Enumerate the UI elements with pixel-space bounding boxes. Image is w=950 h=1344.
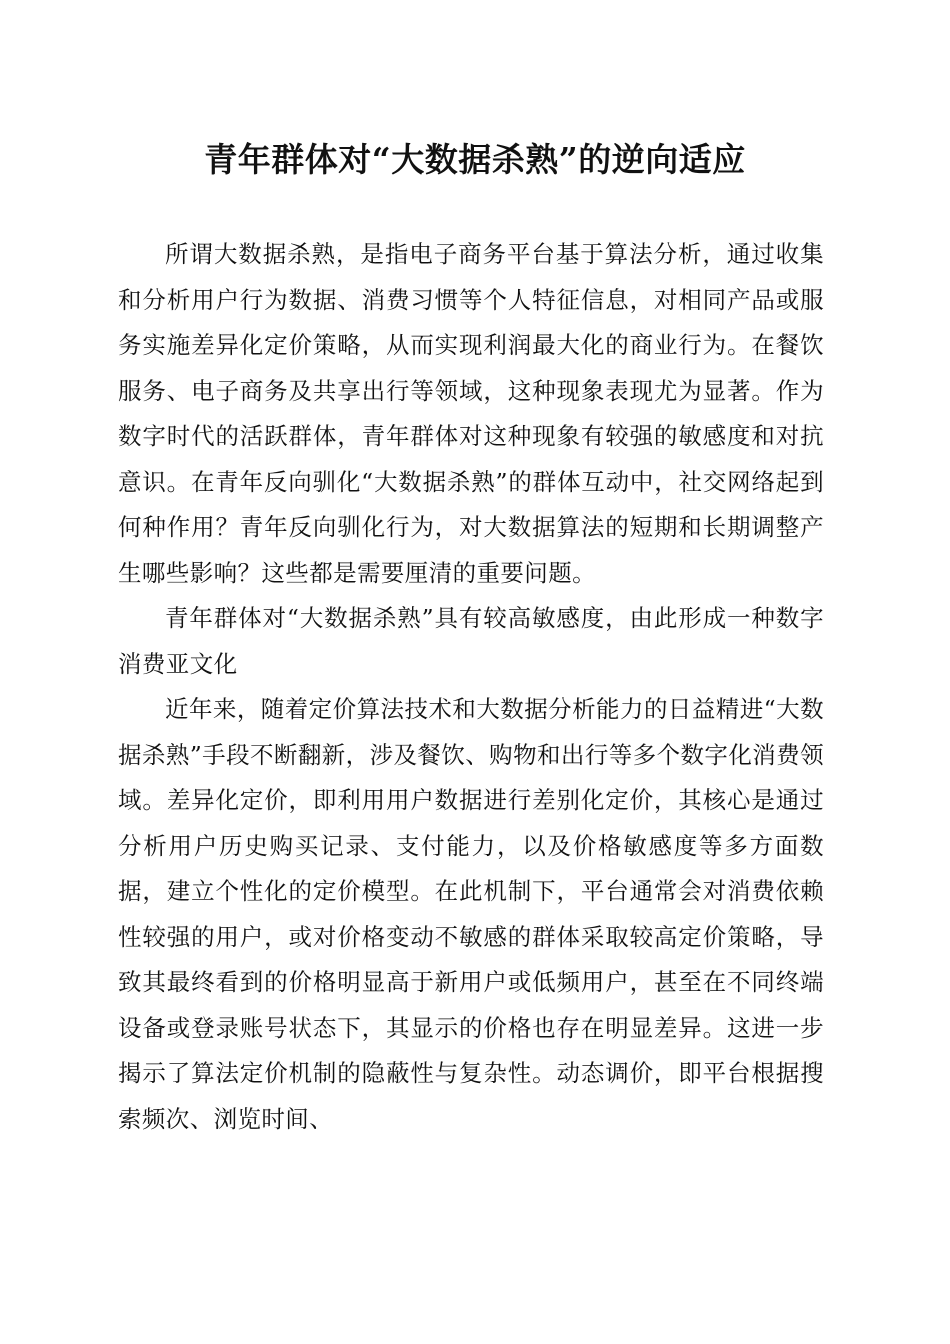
body-paragraph-1: 所谓大数据杀熟，是指电子商务平台基于算法分析，通过收集和分析用户行为数据、消费习惯等个人特征信息，对相同产品或服务实施差异化定价策略，从而实现利润最大化的商业行为。在餐饮服务、电子商务及共享出行等领域，这种现象表现尤为显著。作为数字时代的活跃群体，青年群体对这种现象有较强的敏感度和对抗意识。在青年反向驯化“大数据杀熟”的群体互动中，社交网络起到何种作用？青年反向驯化行为，对大数据算法的短期和长期调整产生哪些影响？这些都是需要厘清的重要问题。: [118, 240, 824, 587]
section-heading-paragraph: 青年群体对“大数据杀熟”具有较高敏感度，由此形成一种数字消费亚文化: [118, 604, 824, 678]
body-paragraph-2: 近年来，随着定价算法技术和大数据分析能力的日益精进“大数据杀熟”手段不断翻新，涉及餐饮、购物和出行等多个数字化消费领域。差异化定价，即利用用户数据进行差别化定价，其核心是通过分析用户历史购买记录、支付能力，以及价格敏感度等多方面数据，建立个性化的定价模型。在此机制下，平台通常会对消费依赖性较强的用户，或对价格变动不敏感的群体采取较高定价策略，导致其最终看到的价格明显高于新用户或低频用户，甚至在不同终端设备或登录账号状态下，其显示的价格也存在明显差异。这进一步揭示了算法定价机制的隐蔽性与复杂性。动态调价，即平台根据搜索频次、浏览时间、: [118, 695, 824, 1133]
document-title: 青年群体对“大数据杀熟”的逆向适应: [204, 140, 746, 179]
document-body: [118, 232, 824, 1142]
